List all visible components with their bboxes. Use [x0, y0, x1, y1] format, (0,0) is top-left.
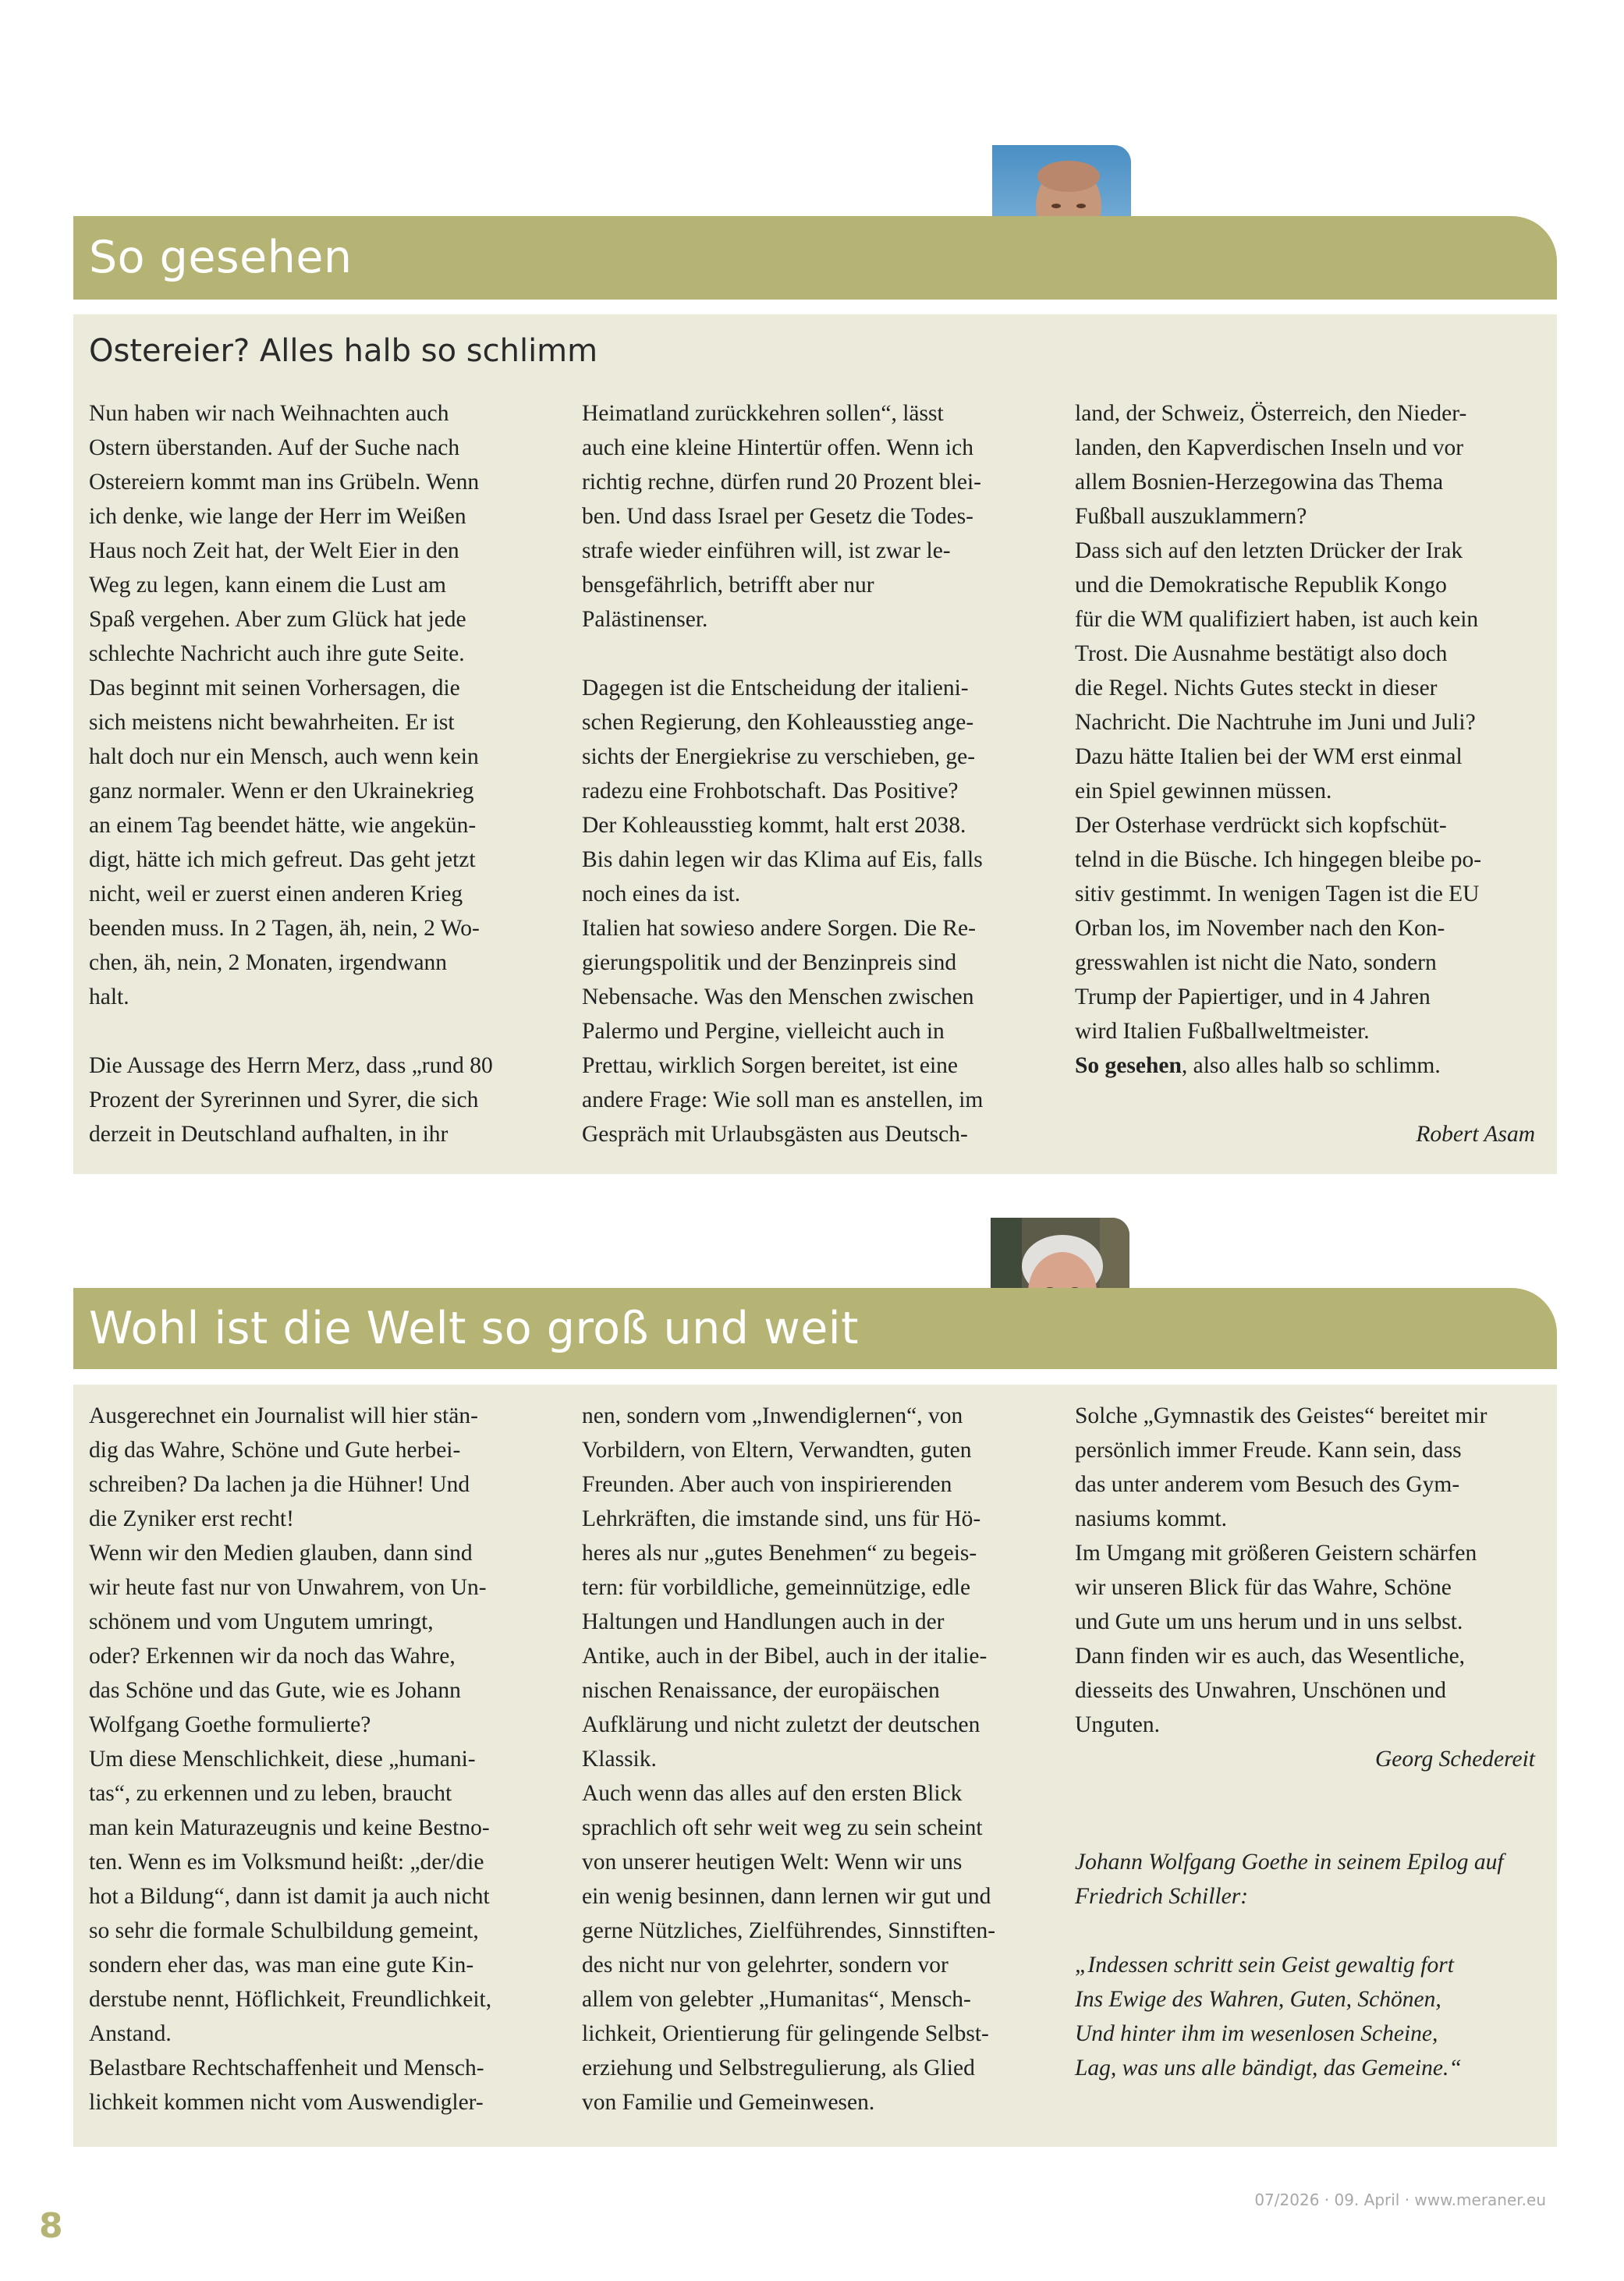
- text-line: Anstand.: [89, 2021, 172, 2046]
- paragraph-gap: [89, 1014, 557, 1048]
- article-column-1: [89, 1399, 557, 2120]
- text-line: Klassik.: [582, 1747, 657, 1772]
- text-line: Prettau, wirklich Sorgen bereitet, ist eine: [582, 1053, 958, 1078]
- text-line: schönem und vom Ungutem umringt,: [89, 1609, 434, 1634]
- text-line: Dass sich auf den letzten Drücker der Irak: [1075, 538, 1463, 563]
- text-line: Unguten.: [1075, 1712, 1160, 1737]
- article-column-3: [1075, 396, 1543, 1151]
- text-line: Prozent der Syrerinnen und Syrer, die sich: [89, 1087, 479, 1112]
- text-line: Das beginnt mit seinen Vorhersagen, die: [89, 676, 460, 701]
- text-line: ben. Und dass Israel per Gesetz die Todes-: [582, 504, 974, 529]
- text-line: Nun haben wir nach Weihnachten auch: [89, 401, 449, 426]
- text-line: halt.: [89, 984, 129, 1009]
- text-line: auch eine kleine Hintertür offen. Wenn ich: [582, 435, 973, 460]
- text-line: Italien hat sowieso andere Sorgen. Die Re-: [582, 916, 976, 941]
- text-line: wir heute fast nur von Unwahrem, von Un-: [89, 1575, 487, 1600]
- text-line: derstube nennt, Höflichkeit, Freundlichkeit,: [89, 1987, 492, 2012]
- text-line: persönlich immer Freude. Kann sein, dass: [1075, 1438, 1462, 1463]
- text-line: Ostereiern kommt man ins Grübeln. Wenn: [89, 470, 480, 495]
- text-line: Der Osterhase verdrückt sich kopfschüt-: [1075, 813, 1447, 838]
- text-line: die Zyniker erst recht!: [89, 1506, 294, 1531]
- text-line: ein wenig besinnen, dann lernen wir gut und: [582, 1884, 991, 1909]
- article-column-2: [582, 1399, 1050, 2120]
- text-line: schreiben? Da lachen ja die Hühner! Und: [89, 1472, 470, 1497]
- text-line: von unserer heutigen Welt: Wenn wir uns: [582, 1850, 963, 1875]
- page-number: 8: [39, 2206, 63, 2246]
- text-line: wir unseren Blick für das Wahre, Schöne: [1075, 1575, 1452, 1600]
- paragraph-gap: [1075, 1914, 1543, 1948]
- text-line: des nicht nur von gelehrter, sondern vor: [582, 1953, 949, 1978]
- text-line: und die Demokratische Republik Kongo: [1075, 573, 1447, 598]
- text-line: lichkeit kommen nicht vom Auswendigler-: [89, 2090, 484, 2115]
- text-line: Auch wenn das alles auf den ersten Blick: [582, 1781, 963, 1806]
- text-line: wird Italien Fußballweltmeister.: [1075, 1019, 1370, 1044]
- text-line: Der Kohleausstieg kommt, halt erst 2038.: [582, 813, 966, 838]
- text-line: land, der Schweiz, Österreich, den Nieder-: [1075, 401, 1467, 426]
- section-title: So gesehen: [89, 232, 353, 283]
- text-line: nasiums kommt.: [1075, 1506, 1228, 1531]
- text-line: Orban los, im November nach den Kon-: [1075, 916, 1445, 941]
- text-line: landen, den Kapverdischen Inseln und vor: [1075, 435, 1464, 460]
- text-line: Bis dahin legen wir das Klima auf Eis, falls: [582, 847, 983, 872]
- text-line: allem von gelebter „Humanitas“, Mensch-: [582, 1987, 971, 2012]
- quote-line: „Indessen schritt sein Geist gewaltig fort: [1075, 1953, 1454, 1978]
- text-line: Aufklärung und nicht zuletzt der deutschen: [582, 1712, 980, 1737]
- paragraph-gap: [1075, 1083, 1543, 1117]
- quote-intro-line: Johann Wolfgang Goethe in seinem Epilog auf: [1075, 1850, 1504, 1875]
- text-line: gerne Nützliches, Zielführendes, Sinnstiften-: [582, 1918, 996, 1943]
- text-line: Vorbildern, von Eltern, Verwandten, guten: [582, 1438, 972, 1463]
- quote-line: Lag, was uns alle bändigt, das Gemeine.“: [1075, 2056, 1462, 2081]
- quote-line: Und hinter ihm im wesenlosen Scheine,: [1075, 2021, 1438, 2046]
- text-line: Lehrkräften, die imstande sind, uns für Hö-: [582, 1506, 981, 1531]
- text-line: telnd in die Büsche. Ich hingegen bleibe po-: [1075, 847, 1482, 872]
- text-line: die Regel. Nichts Gutes steckt in dieser: [1075, 676, 1438, 701]
- article-column-2: [582, 396, 1050, 1151]
- text-line: erziehung und Selbstregulierung, als Glied: [582, 2056, 975, 2081]
- text-line: gresswahlen ist nicht die Nato, sondern: [1075, 950, 1437, 975]
- text-line: diesseits des Unwahren, Unschönen und: [1075, 1678, 1447, 1703]
- closing-bold: So gesehen: [1075, 1053, 1182, 1078]
- text-line: sitiv gestimmt. In wenigen Tagen ist die EU: [1075, 882, 1480, 906]
- text-line: Haus noch Zeit hat, der Welt Eier in den: [89, 538, 459, 563]
- text-line: Ostern überstanden. Auf der Suche nach: [89, 435, 460, 460]
- text-line: und Gute um uns herum und in uns selbst.: [1075, 1609, 1463, 1634]
- text-line: sich meistens nicht bewahrheiten. Er ist: [89, 710, 455, 735]
- text-line: Trost. Die Ausnahme bestätigt also doch: [1075, 641, 1448, 666]
- article-body: [73, 314, 1557, 1174]
- text-line: Dazu hätte Italien bei der WM erst einmal: [1075, 744, 1463, 769]
- paragraph-gap: [1075, 1776, 1543, 1811]
- text-line: Nebensache. Was den Menschen zwischen: [582, 984, 974, 1009]
- text-line: radezu eine Frohbotschaft. Das Positive?: [582, 779, 959, 803]
- paragraph-gap: [1075, 1811, 1543, 1845]
- text-line: Wolfgang Goethe formulierte?: [89, 1712, 371, 1737]
- text-line: strafe wieder einführen will, ist zwar le-: [582, 538, 951, 563]
- text-line: ten. Wenn es im Volksmund heißt: „der/die: [89, 1850, 484, 1875]
- text-line: Weg zu legen, kann einem die Lust am: [89, 573, 446, 598]
- text-line: gierungspolitik und der Benzinpreis sind: [582, 950, 957, 975]
- text-line: tas“, zu erkennen und zu leben, braucht: [89, 1781, 452, 1806]
- quote-line: Ins Ewige des Wahren, Guten, Schönen,: [1075, 1987, 1441, 2012]
- text-line: Trump der Papiertiger, und in 4 Jahren: [1075, 984, 1431, 1009]
- text-line: Die Aussage des Herrn Merz, dass „rund 80: [89, 1053, 493, 1078]
- text-line: Spaß vergehen. Aber zum Glück hat jede: [89, 607, 466, 632]
- closing-rest: , also alles halb so schlimm.: [1181, 1053, 1441, 1078]
- article-headline: Ostereier? Alles halb so schlimm: [89, 333, 598, 369]
- text-line: heres als nur „gutes Benehmen“ zu begeis-: [582, 1541, 977, 1566]
- text-line: bensgefährlich, betrifft aber nur: [582, 573, 874, 598]
- text-line: Nachricht. Die Nachtruhe im Juni und Juli?: [1075, 710, 1476, 735]
- paragraph-gap: [582, 637, 1050, 671]
- text-line: ich denke, wie lange der Herr im Weißen: [89, 504, 466, 529]
- quote-intro-line: Friedrich Schiller:: [1075, 1884, 1249, 1909]
- text-line: Wenn wir den Medien glauben, dann sind: [89, 1541, 473, 1566]
- text-line: Solche „Gymnastik des Geistes“ bereitet mir: [1075, 1403, 1487, 1428]
- text-line: Ausgerechnet ein Journalist will hier stän-: [89, 1403, 478, 1428]
- text-line: ganz normaler. Wenn er den Ukrainekrieg: [89, 779, 474, 803]
- author-signature: Georg Schedereit: [1374, 1747, 1535, 1772]
- section-header: [73, 1288, 1557, 1369]
- text-line: an einem Tag beendet hätte, wie angekün-: [89, 813, 477, 838]
- text-line: sichts der Energiekrise zu verschieben, ge-: [582, 744, 976, 769]
- text-line: derzeit in Deutschland aufhalten, in ihr: [89, 1122, 449, 1147]
- text-line: lichkeit, Orientierung für gelingende Selbst-: [582, 2021, 989, 2046]
- text-line: von Familie und Gemeinwesen.: [582, 2090, 875, 2115]
- text-line: schlechte Nachricht auch ihre gute Seite.: [89, 641, 465, 666]
- text-line: sondern eher das, was man eine gute Kin-: [89, 1953, 474, 1978]
- text-line: Freunden. Aber auch von inspirierenden: [582, 1472, 952, 1497]
- text-line: noch eines da ist.: [582, 882, 741, 906]
- text-line: allem Bosnien-Herzegowina das Thema: [1075, 470, 1444, 495]
- text-line: Dagegen ist die Entscheidung der italieni-: [582, 676, 969, 701]
- section-title: Wohl ist die Welt so groß und weit: [89, 1303, 859, 1354]
- text-line: ein Spiel gewinnen müssen.: [1075, 779, 1332, 803]
- author-signature: Robert Asam: [1416, 1122, 1535, 1147]
- text-line: Palästinenser.: [582, 607, 708, 632]
- text-line: Palermo und Pergine, vielleicht auch in: [582, 1019, 945, 1044]
- text-line: nen, sondern vom „Inwendiglernen“, von: [582, 1403, 963, 1428]
- text-line: dig das Wahre, Schöne und Gute herbei-: [89, 1438, 461, 1463]
- article-column-1: [89, 396, 557, 1151]
- text-line: beenden muss. In 2 Tagen, äh, nein, 2 Wo-: [89, 916, 480, 941]
- text-line: nischen Renaissance, der europäischen: [582, 1678, 940, 1703]
- text-line: für die WM qualifiziert haben, ist auch kein: [1075, 607, 1479, 632]
- text-line: Im Umgang mit größeren Geistern schärfen: [1075, 1541, 1477, 1566]
- text-line: Haltungen und Handlungen auch in der: [582, 1609, 945, 1634]
- text-line: andere Frage: Wie soll man es anstellen, im: [582, 1087, 984, 1112]
- text-line: so sehr die formale Schulbildung gemeint,: [89, 1918, 479, 1943]
- text-line: das Schöne und das Gute, wie es Johann: [89, 1678, 461, 1703]
- text-line: oder? Erkennen wir da noch das Wahre,: [89, 1644, 456, 1669]
- text-line: Antike, auch in der Bibel, auch in der italie-: [582, 1644, 988, 1669]
- text-line: Heimatland zurückkehren sollen“, lässt: [582, 401, 944, 426]
- closing-line: [1075, 1048, 1543, 1083]
- text-line: halt doch nur ein Mensch, auch wenn kein: [89, 744, 479, 769]
- text-line: nicht, weil er zuerst einen anderen Krieg: [89, 882, 463, 906]
- text-line: tern: für vorbildliche, gemeinnützige, edle: [582, 1575, 971, 1600]
- article-column-3: [1075, 1399, 1543, 2085]
- article-body: [73, 1385, 1557, 2147]
- text-line: Dann finden wir es auch, das Wesentliche,: [1075, 1644, 1466, 1669]
- section-header: [73, 216, 1557, 300]
- text-line: Fußball auszuklammern?: [1075, 504, 1307, 529]
- text-line: chen, äh, nein, 2 Monaten, irgendwann: [89, 950, 448, 975]
- issue-info: 07/2026 · 09. April · www.meraner.eu: [1254, 2191, 1546, 2209]
- text-line: Gespräch mit Urlaubsgästen aus Deutsch-: [582, 1122, 968, 1147]
- text-line: schen Regierung, den Kohleausstieg ange-: [582, 710, 974, 735]
- text-line: digt, hätte ich mich gefreut. Das geht jetzt: [89, 847, 476, 872]
- text-line: Um diese Menschlichkeit, diese „humani-: [89, 1747, 476, 1772]
- text-line: sprachlich oft sehr weit weg zu sein scheint: [582, 1815, 983, 1840]
- text-line: man kein Maturazeugnis und keine Bestno-: [89, 1815, 490, 1840]
- text-line: das unter anderem vom Besuch des Gym-: [1075, 1472, 1460, 1497]
- text-line: richtig rechne, dürfen rund 20 Prozent blei-: [582, 470, 981, 495]
- text-line: hot a Bildung“, dann ist damit ja auch nicht: [89, 1884, 490, 1909]
- text-line: Belastbare Rechtschaffenheit und Mensch-: [89, 2056, 484, 2081]
